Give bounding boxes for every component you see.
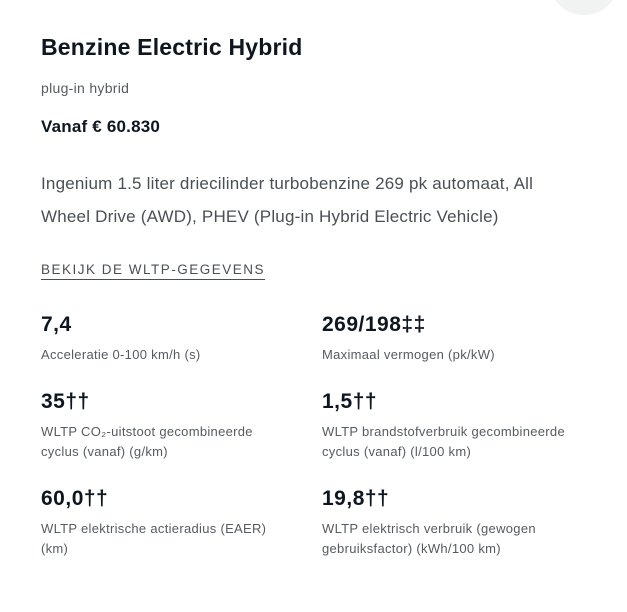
spec-label: Maximaal vermogen (pk/kW)	[322, 347, 495, 362]
spec-co2-emissions	[41, 389, 322, 462]
spec-label: WLTP brandstofverbruik gecombineerde cyclus (vanaf) (l/100 km)	[322, 424, 565, 459]
wltp-data-link[interactable]: BEKIJK DE WLTP-GEGEVENS	[41, 262, 266, 277]
spec-acceleration	[41, 312, 322, 365]
spec-electric-consumption	[322, 486, 587, 559]
spec-value: 7,4	[41, 313, 72, 336]
spec-electric-range	[41, 486, 322, 559]
page-title: Benzine Electric Hybrid	[41, 34, 303, 60]
spec-label: WLTP elektrisch verbruik (gewogen gebruiksfactor) (kWh/100 km)	[322, 521, 536, 556]
price-label: Vanaf € 60.830	[41, 117, 161, 136]
spec-label: Acceleratie 0-100 km/h (s)	[41, 347, 201, 362]
fuel-type-label: plug-in hybrid	[41, 80, 130, 96]
spec-max-power	[322, 312, 587, 365]
spec-value: 1,5††	[322, 390, 378, 413]
spec-label: WLTP elektrische actieradius (EAER) (km)	[41, 521, 267, 556]
spec-fuel-consumption	[322, 389, 587, 462]
engine-description: Ingenium 1.5 liter driecilinder turbobenzine 269 pk automaat, All Wheel Drive (AWD), PHEV (Plug-in Hybrid Electric Vehicle)	[41, 174, 534, 226]
spec-value: 60,0††	[41, 487, 109, 510]
spec-label: WLTP CO₂-uitstoot gecombineerde cyclus (vanaf) (g/km)	[41, 424, 253, 459]
spec-value: 19,8††	[322, 487, 390, 510]
spec-value: 269/198‡‡	[322, 313, 426, 336]
spec-grid	[41, 312, 587, 559]
spec-value: 35††	[41, 390, 90, 413]
